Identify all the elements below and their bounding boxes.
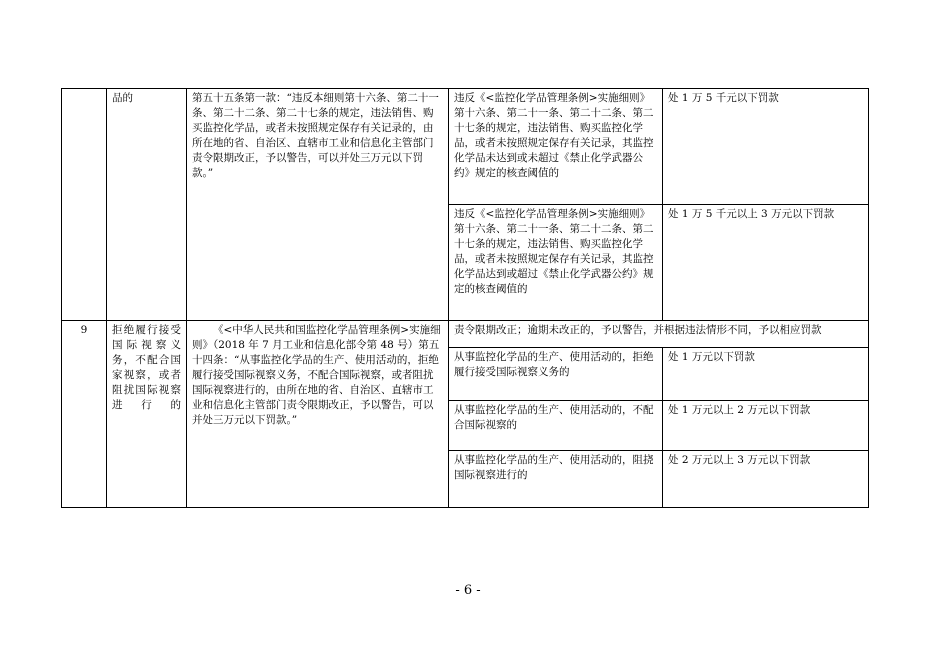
condition-cell: 违反《<监控化学品管理条例>实施细则》第十六条、第二十一条、第二十二条、第二十七条的规定，违法销售、购买监控化学品，或者未按照规定保存有关记录，其监控化学品未达到或未超过《禁止化学武器公约》规定的核查阈值的 [449, 89, 663, 205]
penalty-cell: 处 1 万元以上 2 万元以下罚款 [663, 401, 869, 451]
penalty-table [61, 88, 869, 508]
condition-cell: 从事监控化学品的生产、使用活动的，阻挠国际视察进行的 [449, 451, 663, 508]
penalty-cell: 处 1 万 5 千元以上 3 万元以下罚款 [663, 205, 869, 321]
table-row [62, 89, 869, 205]
legal-basis-cell: 《<中华人民共和国监控化学品管理条例>实施细则》（2018 年 7 月工业和信息化部令第 48 号）第五十四条：“从事监控化学品的生产、使用活动的，拒绝履行接受国际视察义务，不配合国际视察，或者阻扰国际视察进行的，由所在地的省、自治区、直辖市工业和信息化主管部门责令限期改正，予以警告，可以并处三万元以下罚款。” [187, 321, 449, 508]
penalty-cell: 处 2 万元以上 3 万元以下罚款 [663, 451, 869, 508]
item-cell: 品的 [107, 89, 187, 321]
table-row [62, 321, 869, 348]
penalty-cell: 处 1 万元以下罚款 [663, 348, 869, 401]
condition-cell: 违反《<监控化学品管理条例>实施细则》第十六条、第二十一条、第二十二条、第二十七条的规定，违法销售、购买监控化学品，或者未按照规定保存有关记录，其监控化学品达到或超过《禁止化学武器公约》规定的核查阈值的 [449, 205, 663, 321]
penalty-cell: 处 1 万 5 千元以下罚款 [663, 89, 869, 205]
condition-cell: 从事监控化学品的生产、使用活动的，不配合国际视察的 [449, 401, 663, 451]
item-cell: 拒绝履行接受国际视察义务，不配合国家视察，或者阻扰国际视察进行的 [107, 321, 187, 508]
general-measure-cell: 责令限期改正；逾期未改正的，予以警告，并根据违法情形不同，予以相应罚款 [449, 321, 869, 348]
row-number-cell: 9 [62, 321, 107, 508]
row-number-cell [62, 89, 107, 321]
page-number: - 6 - [455, 583, 481, 598]
legal-basis-cell: 第五十五条第一款：“违反本细则第十六条、第二十一条、第二十二条、第二十七条的规定，违法销售、购买监控化学品，或者未按照规定保存有关记录的，由所在地的省、自治区、直辖市工业和信息化主管部门责令限期改正，予以警告，可以并处三万元以下罚款。” [187, 89, 449, 321]
condition-cell: 从事监控化学品的生产、使用活动的，拒绝履行接受国际视察义务的 [449, 348, 663, 401]
